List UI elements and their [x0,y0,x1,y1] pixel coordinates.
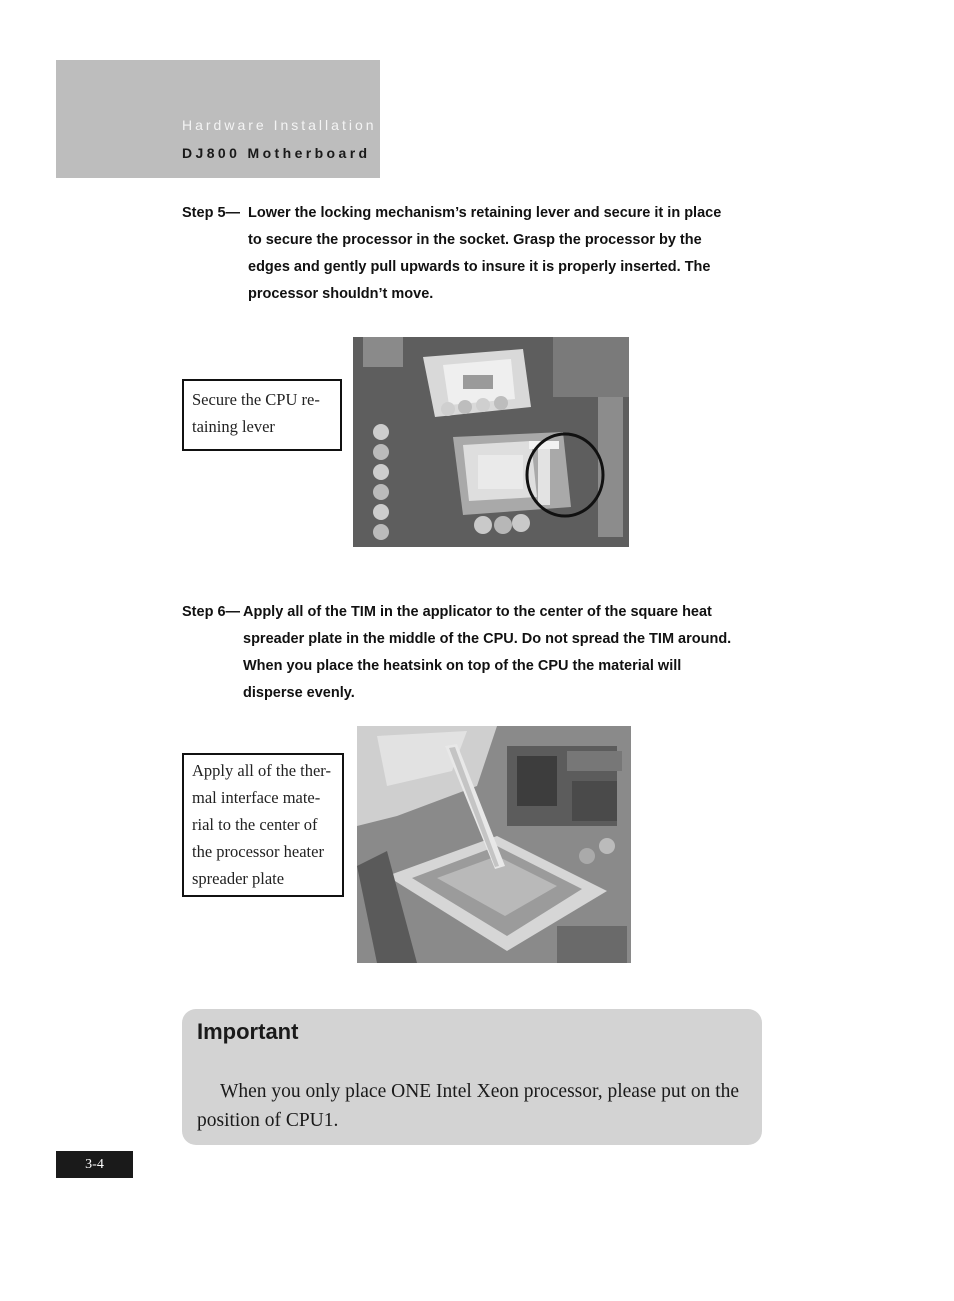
important-notice [182,1009,762,1145]
callout-apply-tim [182,753,344,897]
section-title: Hardware Installation [182,117,377,133]
step-6 [182,599,772,707]
step-5-line: to secure the processor in the socket. Grasp the processor by the [248,232,702,248]
callout-line: spreader plate [192,869,285,888]
page-number: 3-4 [56,1151,133,1178]
header-banner [56,60,380,178]
product-title: DJ800 Motherboard [182,145,371,161]
callout-line: rial to the center of [192,815,318,834]
callout-line: the processor heater [192,842,324,861]
cpu-socket-lever-photo [353,337,629,547]
step-6-line: When you place the heatsink on top of the CPU the material will [243,658,682,674]
step-6-text [243,599,772,707]
callout-line: Apply all of the ther- [192,761,331,780]
step-5-line: edges and gently pull upwards to insure it is properly inserted. The [248,259,711,275]
important-text: When you only place ONE Intel Xeon processor, please put on the position of CPU1. [197,1081,740,1131]
step-6-line: Apply all of the TIM in the applicator to the center of the square heat [243,604,712,620]
step-5-text [248,200,772,308]
tim-applicator-photo [357,726,631,963]
step-5-line: processor shouldn’t move. [248,286,434,302]
step-6-line: disperse evenly. [243,685,355,701]
step-5 [182,200,772,308]
callout-line: mal interface mate- [192,788,321,807]
step-5-line: Lower the locking mechanism’s retaining lever and secure it in place [248,205,722,221]
step-6-label: Step 6— [182,604,241,620]
step-6-line: spreader plate in the middle of the CPU. Do not spread the TIM around. [243,631,732,647]
callout-line: taining lever [192,417,275,436]
step-5-label: Step 5— [182,205,241,221]
callout-secure-lever [182,379,342,451]
callout-line: Secure the CPU re- [192,390,320,409]
important-title: Important [197,1019,299,1044]
